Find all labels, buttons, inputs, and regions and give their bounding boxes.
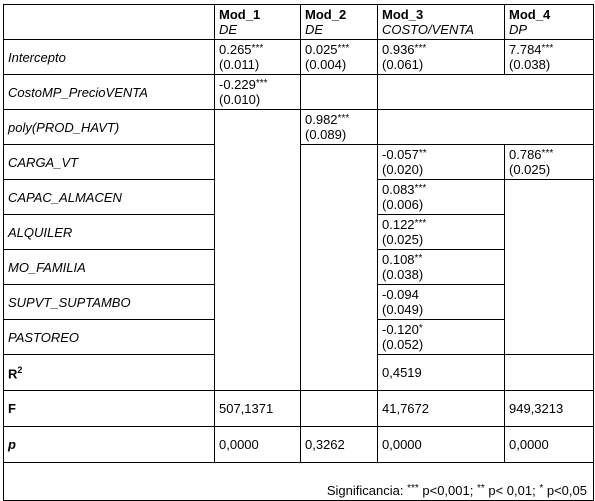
header-mod-4 [505,5,594,40]
empty-block-m1 [215,110,301,391]
significance-stars: *** [337,43,350,54]
significance-stars: *** [414,183,427,194]
row-label: Intercepto [4,40,215,75]
coef-cell-m3 [378,250,505,285]
standard-error: (0.052) [382,337,424,352]
standard-error: (0.011) [219,57,260,72]
row-p-value [4,427,594,463]
model-name: Mod_3 [382,7,424,22]
standard-error: (0.004) [305,57,347,72]
stat-value-m4: 0,0000 [505,427,594,463]
coef-estimate: 0.108** [382,252,423,267]
standard-error: (0.025) [509,162,551,177]
coef-cell-m4 [505,40,594,75]
empty-cell-m3-m4 [378,110,594,145]
coef-cell-m2 [301,40,378,75]
coef-cell-m1 [215,75,301,110]
coef-estimate: 0.122*** [382,217,427,232]
coef-estimate: 0.265*** [219,42,264,57]
row-costomp-precioventa [4,75,594,110]
empty-block-m4 [505,180,594,355]
coef-estimate: 0.083*** [382,182,427,197]
header-row [4,5,594,40]
standard-error: (0.038) [382,267,424,282]
coef-cell-m2 [301,110,378,145]
coef-estimate: 0.936*** [382,42,427,57]
model-dependent-var: DE [305,22,324,37]
significance-stars: *** [414,43,427,54]
stat-value-m2 [505,355,594,391]
standard-error: (0.025) [382,232,424,247]
significance-stars: ** [414,253,423,264]
empty-block-m2 [301,145,378,391]
coef-cell-m3 [378,285,505,320]
header-mod-1 [215,5,301,40]
significance-stars: *** [251,43,264,54]
significance-stars: ** [418,148,427,159]
coef-estimate: -0.094 [382,287,419,302]
row-label: SUPVT_SUPTAMBO [4,285,215,320]
header-mod-2 [301,5,378,40]
standard-error: (0.010) [219,92,261,107]
standard-error: (0.061) [382,57,424,72]
coef-estimate: -0.057** [382,147,427,162]
header-mod-3 [378,5,505,40]
stat-value-m2 [301,391,378,427]
coef-estimate: -0.229*** [219,77,268,92]
coef-cell-m1 [215,40,301,75]
coef-cell-m4 [505,145,594,180]
stat-value-m1: 0,4519 [378,355,505,391]
coef-estimate: -0.120* [382,322,423,337]
coef-estimate: 0.982*** [305,112,350,127]
significance-stars: *** [414,218,427,229]
stat-label: F [4,391,215,427]
coef-estimate: 0.786*** [509,147,554,162]
significance-stars: *** [255,78,268,89]
coef-cell-m3 [378,215,505,250]
stat-value-m4: 949,3213 [505,391,594,427]
row-label: ALQUILER [4,215,215,250]
model-name: Mod_1 [219,7,261,22]
row-label: CostoMP_PrecioVENTA [4,75,215,110]
empty-cell-m2 [301,75,378,110]
stat-value-m3: 0,0000 [378,427,505,463]
significance-stars: *** [541,43,554,54]
standard-error: (0.038) [509,57,551,72]
row-intercepto [4,40,594,75]
standard-error: (0.020) [382,162,424,177]
standard-error: (0.006) [382,197,424,212]
coef-cell-m3 [378,320,505,355]
coef-estimate: 7.784*** [509,42,554,57]
row-label: CARGA_VT [4,145,215,180]
header-corner-cell [4,5,215,40]
significance-note: Significancia: *** p<0,001; ** p< 0,01; * p<0,05 [4,463,594,501]
regression-results-table [3,4,594,501]
stat-value-m1: 507,1371 [215,391,301,427]
model-dependent-var: DE [219,22,238,37]
coef-estimate: 0.025*** [305,42,350,57]
coef-cell-m3 [378,145,505,180]
row-label: PASTOREO [4,320,215,355]
row-f-statistic [4,391,594,427]
coef-cell-m3 [378,40,505,75]
row-label: poly(PROD_HAVT) [4,110,215,145]
stat-value-m3: 41,7672 [378,391,505,427]
significance-note-row [4,463,594,501]
significance-stars: *** [337,113,350,124]
standard-error: (0.089) [305,127,347,142]
model-dependent-var: DP [509,22,528,37]
empty-cell-m3-m4 [378,75,594,110]
row-label: CAPAC_ALMACEN [4,180,215,215]
significance-stars: * [418,323,423,334]
model-name: Mod_2 [305,7,347,22]
stat-value-m1: 0,0000 [215,427,301,463]
coef-cell-m3 [378,180,505,215]
stat-label: $R^2$ [4,355,215,391]
standard-error: (0.049) [382,302,424,317]
model-dependent-var: COSTO/VENTA [382,22,474,37]
significance-stars: *** [541,148,554,159]
stat-label: p [4,427,215,463]
row-label: MO_FAMILIA [4,250,215,285]
model-name: Mod_4 [509,7,551,22]
row-poly-prod-havt [4,110,594,145]
stat-value-m2: 0,3262 [301,427,378,463]
